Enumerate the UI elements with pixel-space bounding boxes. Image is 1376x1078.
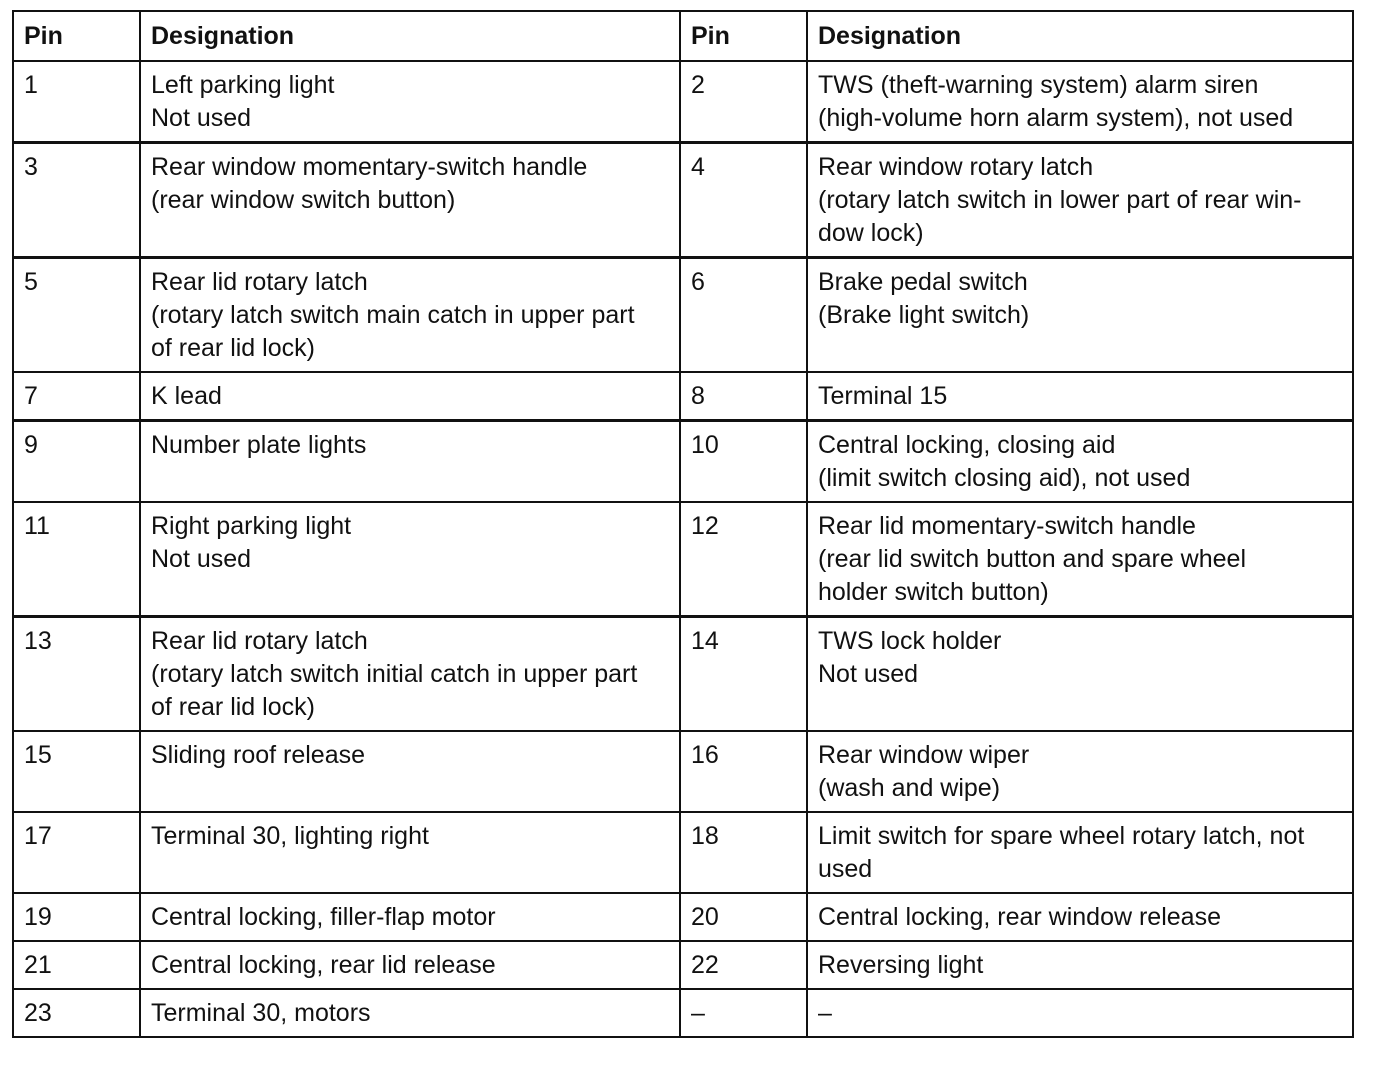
pin-cell: 16: [680, 731, 807, 812]
designation-cell: Rear lid rotary latch (rotary latch switch initial catch in upper part of rear lid lock): [140, 617, 680, 732]
pin-cell: 1: [13, 61, 140, 143]
pin-cell: 7: [13, 372, 140, 421]
pin-cell: 5: [13, 258, 140, 373]
table-row: [13, 941, 1353, 989]
designation-cell: Central locking, filler-flap motor: [140, 893, 680, 941]
pin-cell: 8: [680, 372, 807, 421]
designation-cell: –: [807, 989, 1353, 1037]
designation-cell: Rear window wiper (wash and wipe): [807, 731, 1353, 812]
pin-cell: 2: [680, 61, 807, 143]
table-row: [13, 989, 1353, 1037]
designation-cell: Reversing light: [807, 941, 1353, 989]
designation-cell: Rear window rotary latch (rotary latch switch in lower part of rear win- dow lock): [807, 143, 1353, 258]
designation-cell: Rear window momentary-switch handle (rear window switch button): [140, 143, 680, 258]
pin-cell: 23: [13, 989, 140, 1037]
pin-cell: 11: [13, 502, 140, 617]
table-row: [13, 143, 1353, 258]
designation-cell: Terminal 30, motors: [140, 989, 680, 1037]
designation-cell: TWS lock holder Not used: [807, 617, 1353, 732]
header-pin-right: Pin: [680, 11, 807, 61]
pin-cell: 21: [13, 941, 140, 989]
designation-cell: Brake pedal switch (Brake light switch): [807, 258, 1353, 373]
designation-cell: Terminal 30, lighting right: [140, 812, 680, 893]
table-row: [13, 893, 1353, 941]
designation-cell: Sliding roof release: [140, 731, 680, 812]
pin-cell: 4: [680, 143, 807, 258]
table-row: [13, 372, 1353, 421]
designation-cell: Central locking, rear window release: [807, 893, 1353, 941]
designation-cell: Central locking, rear lid release: [140, 941, 680, 989]
pin-cell: 12: [680, 502, 807, 617]
pin-cell: 9: [13, 421, 140, 503]
designation-cell: TWS (theft-warning system) alarm siren (high-volume horn alarm system), not used: [807, 61, 1353, 143]
pin-cell: –: [680, 989, 807, 1037]
pin-cell: 13: [13, 617, 140, 732]
pin-cell: 17: [13, 812, 140, 893]
table-row: [13, 61, 1353, 143]
table-row: [13, 421, 1353, 503]
header-pin-left: Pin: [13, 11, 140, 61]
table-row: [13, 502, 1353, 617]
pin-cell: 18: [680, 812, 807, 893]
pin-cell: 19: [13, 893, 140, 941]
table-row: [13, 258, 1353, 373]
pin-assignment-table: [12, 10, 1354, 1038]
designation-cell: Limit switch for spare wheel rotary latch, not used: [807, 812, 1353, 893]
pin-cell: 3: [13, 143, 140, 258]
header-designation-right: Designation: [807, 11, 1353, 61]
table-row: [13, 812, 1353, 893]
pin-cell: 15: [13, 731, 140, 812]
designation-cell: Rear lid rotary latch (rotary latch switch main catch in upper part of rear lid lock): [140, 258, 680, 373]
pin-cell: 14: [680, 617, 807, 732]
designation-cell: Terminal 15: [807, 372, 1353, 421]
table-header-row: [13, 11, 1353, 61]
pin-cell: 10: [680, 421, 807, 503]
pin-cell: 22: [680, 941, 807, 989]
designation-cell: Right parking light Not used: [140, 502, 680, 617]
header-designation-left: Designation: [140, 11, 680, 61]
designation-cell: Central locking, closing aid (limit switch closing aid), not used: [807, 421, 1353, 503]
designation-cell: K lead: [140, 372, 680, 421]
pin-cell: 20: [680, 893, 807, 941]
designation-cell: Left parking light Not used: [140, 61, 680, 143]
designation-cell: Rear lid momentary-switch handle (rear lid switch button and spare wheel holder switch button): [807, 502, 1353, 617]
table-row: [13, 617, 1353, 732]
pin-cell: 6: [680, 258, 807, 373]
designation-cell: Number plate lights: [140, 421, 680, 503]
table-row: [13, 731, 1353, 812]
